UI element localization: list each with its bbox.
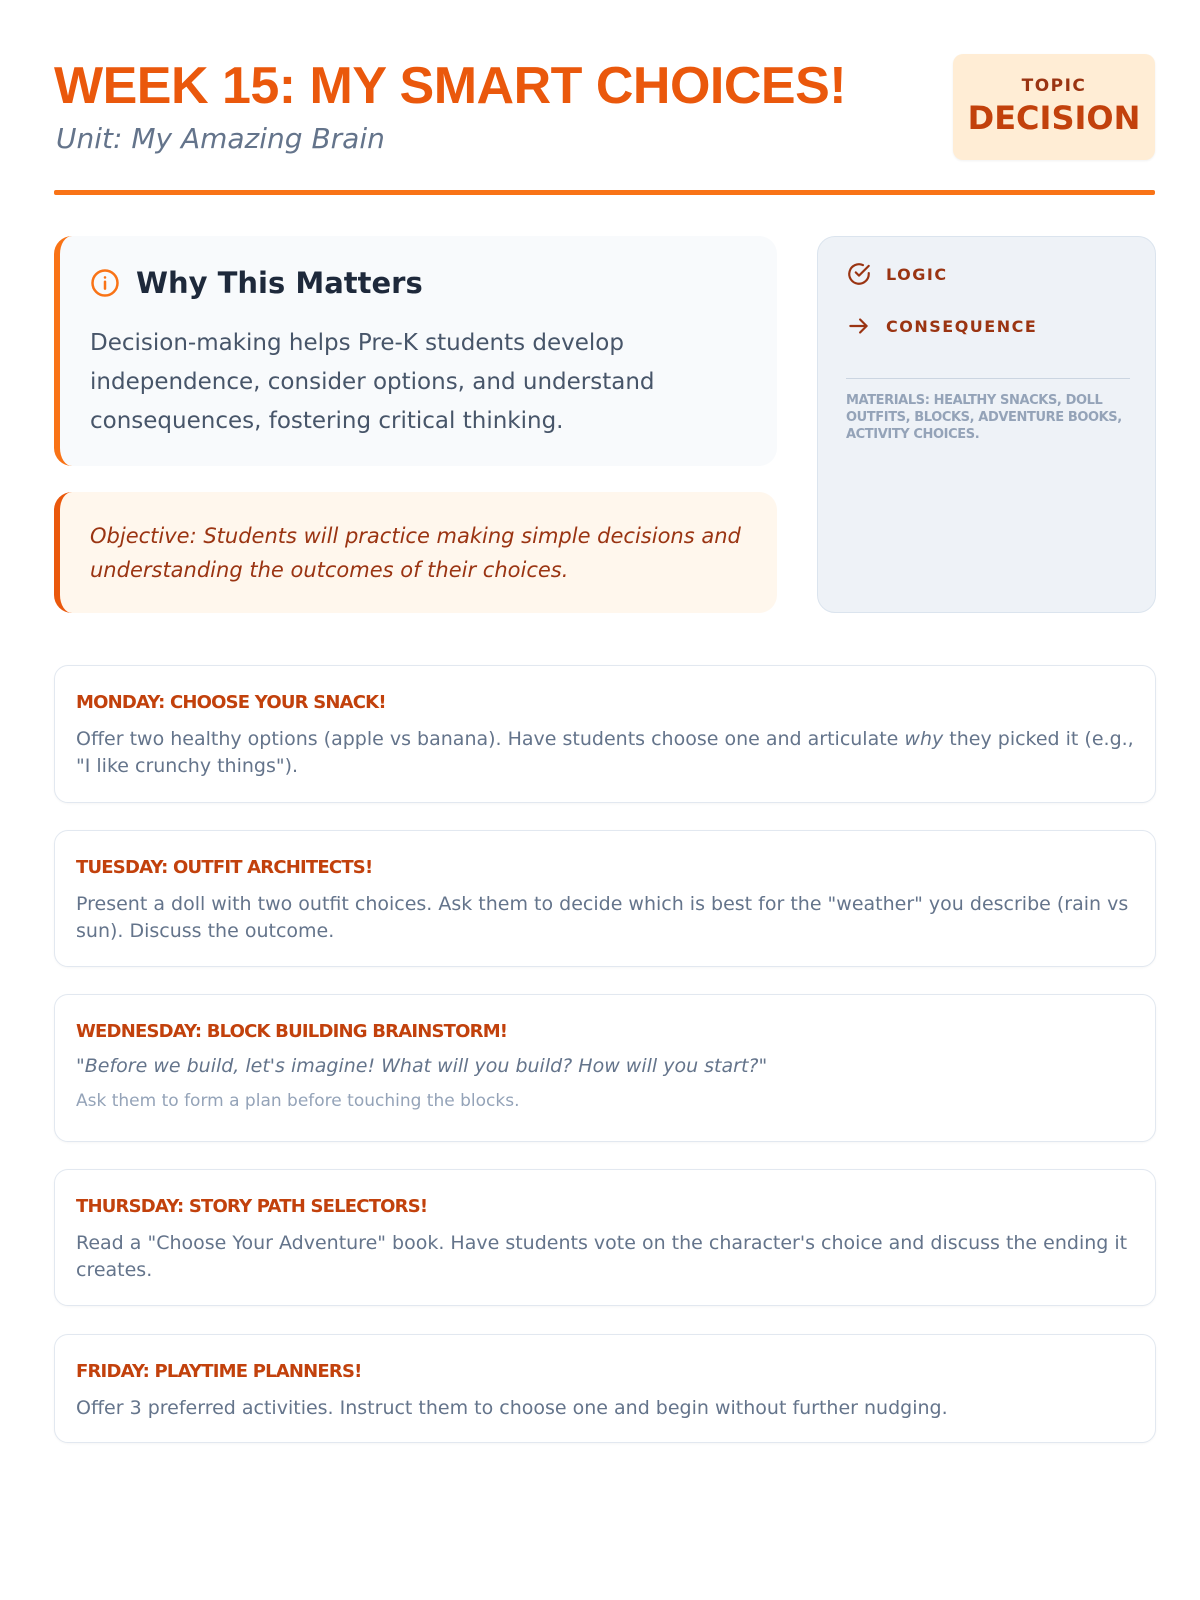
- skill-logic: [846, 261, 948, 287]
- day-note: Ask them to form a plan before touching the blocks.: [76, 1091, 520, 1111]
- arrow-right-icon: [846, 313, 872, 339]
- day-body-text: they picked it (e.g., "I like crunchy things").: [76, 728, 1134, 777]
- day-card-friday: [54, 1334, 1156, 1443]
- day-body: Present a doll with two outfit choices. Ask them to decide which is best for the "weather" you describe (rain vs sun). Discuss the outcome.: [76, 893, 1129, 942]
- info-circle-icon: [90, 268, 120, 298]
- why-this-matters-card: [54, 236, 777, 466]
- day-body: Read a "Choose Your Adventure" book. Have students vote on the character's choice and discuss the ending it creates.: [76, 1232, 1128, 1281]
- skill-consequence: [846, 313, 1037, 339]
- skill-logic-label: LOGIC: [886, 264, 948, 284]
- page-title: WEEK 15: MY SMART CHOICES!: [54, 57, 847, 115]
- materials-list: MATERIALS: HEALTHY SNACKS, DOLL OUTFITS, BLOCKS, ADVENTURE BOOKS, ACTIVITY CHOICES.: [846, 393, 1122, 442]
- objective-card: [54, 492, 777, 613]
- day-title: WEDNESDAY: BLOCK BUILDING BRAINSTORM!: [76, 1021, 508, 1042]
- day-body: [76, 726, 1136, 780]
- day-card-wednesday: [54, 994, 1156, 1142]
- day-card-tuesday: [54, 830, 1156, 967]
- why-title: Why This Matters: [136, 266, 423, 300]
- unit-subtitle: Unit: My Amazing Brain: [56, 122, 385, 155]
- day-quote: "Before we build, let's imagine! What will you build? How will you start?": [76, 1055, 768, 1077]
- objective-text: Objective: Students will practice making simple decisions and understanding the outcomes of their choices.: [90, 524, 741, 582]
- skill-consequence-label: CONSEQUENCE: [886, 316, 1038, 336]
- day-body-text: Offer two healthy options (apple vs banana). Have students choose one and articulate: [76, 728, 905, 750]
- check-circle-icon: [846, 261, 872, 287]
- why-body: Decision-making helps Pre-K students develop independence, consider options, and understand consequences, fostering critical thinking.: [90, 330, 655, 434]
- topic-label: TOPIC: [1021, 76, 1087, 96]
- skills-panel: [817, 236, 1156, 613]
- day-body: Offer 3 preferred activities. Instruct them to choose one and begin without further nudging.: [76, 1397, 948, 1419]
- why-heading: [90, 266, 423, 300]
- header-divider: [54, 190, 1155, 195]
- day-card-monday: [54, 665, 1156, 803]
- topic-badge: [953, 54, 1155, 160]
- day-card-thursday: [54, 1169, 1156, 1306]
- side-divider: [846, 378, 1130, 379]
- topic-value: DECISION: [967, 99, 1141, 137]
- day-title: MONDAY: CHOOSE YOUR SNACK!: [76, 692, 386, 713]
- day-title: TUESDAY: OUTFIT ARCHITECTS!: [76, 857, 373, 878]
- day-title: THURSDAY: STORY PATH SELECTORS!: [76, 1196, 428, 1217]
- day-title: FRIDAY: PLAYTIME PLANNERS!: [76, 1361, 362, 1382]
- day-body-emphasis: why: [904, 728, 944, 750]
- page-header: [54, 52, 1155, 194]
